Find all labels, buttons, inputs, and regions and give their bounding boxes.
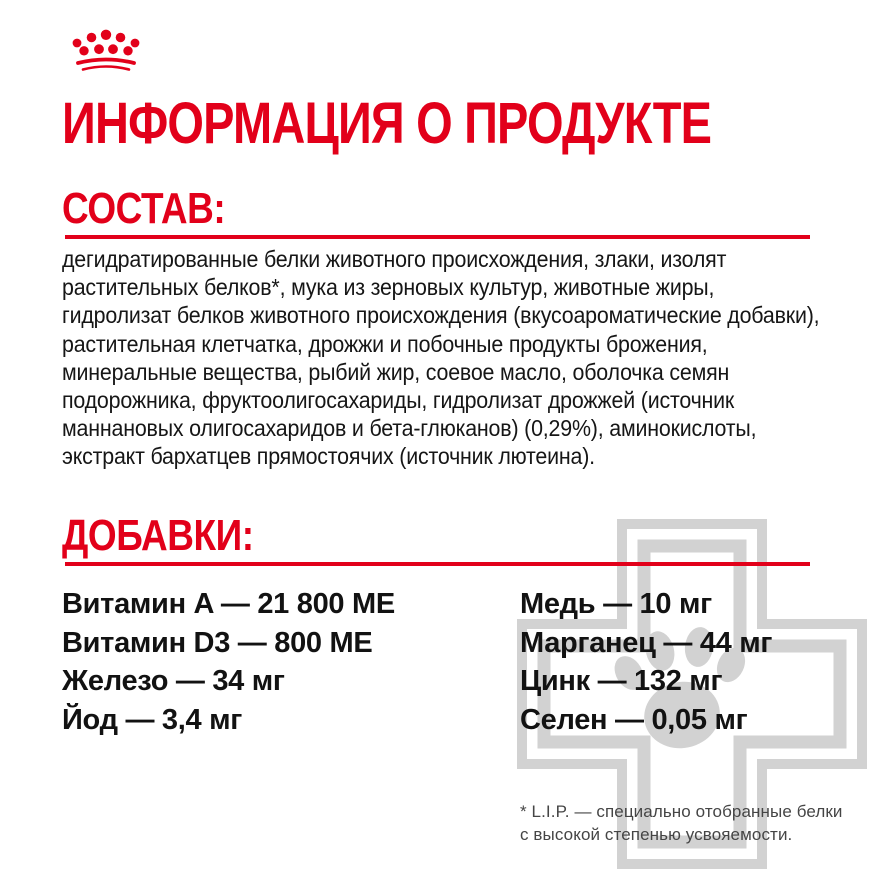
crown-base-arcs [78,60,134,70]
additive-item-iodine: Йод — 3,4 мг [62,703,243,736]
additive-item-selenium: Селен — 0,05 мг [520,703,748,736]
additive-item-copper: Медь — 10 мг [520,588,712,620]
additives-heading: ДОБАВКИ: [62,511,254,560]
composition-divider-rule [65,235,810,239]
additives-right-column [520,585,772,739]
lip-footnote [520,800,843,846]
crown-dots [73,30,140,56]
additive-item-iron: Железо — 34 мг [62,665,285,697]
additive-item-vitamin-d3: Витамин D3 — 800 МЕ [62,626,373,659]
lip-footnote-line1: * L.I.P. — специально отобранные белки [520,802,843,821]
lip-footnote-line2: с высокой степенью усвояемости. [520,825,793,844]
additive-item-manganese: Марганец — 44 мг [520,626,773,659]
additives-left-column [62,585,395,739]
page-title: ИНФОРМАЦИЯ О ПРОДУКТЕ [62,91,712,156]
additive-item-zinc: Цинк — 132 мг [520,665,723,697]
additives-divider-rule [65,562,810,566]
additive-item-vitamin-a: Витамин A — 21 800 МЕ [62,588,395,620]
composition-text: дегидратированные белки животного происхождения, злаки, изолят растительных белков*, мука из зерновых культур, животные жиры, гидролизат белков животного происхождения (вкусоароматические добавки), растительная клетчатка, дрожжи и побочные продукты брожения, минеральные вещества, рыбий жир, соевое масло, оболочка семян подорожника, фруктоолигосахариды, гидролизат дрожжей (источник маннановых олигосахаридов и бета-глюканов) (0,29%), аминокислоты, экстракт бархатцев прямостоячих (источник лютеина). [62,246,820,470]
royal-canin-crown-logo [62,26,152,81]
composition-heading: СОСТАВ: [62,184,226,233]
